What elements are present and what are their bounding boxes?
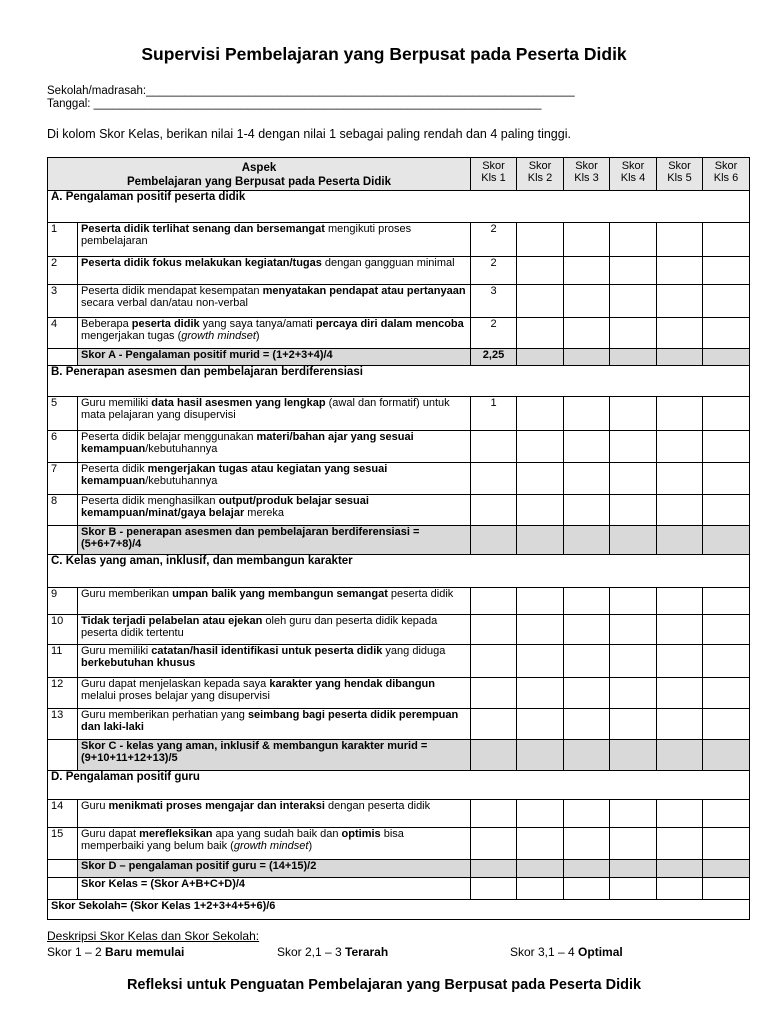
score-summary-row: [48, 740, 750, 771]
score-cell-kls-3[interactable]: [564, 318, 610, 349]
section-title: C. Kelas yang aman, inklusif, dan membangun karakter: [48, 555, 750, 588]
summary-value-kls-1[interactable]: [471, 860, 517, 878]
item-description: [78, 678, 471, 709]
summary-value-kls-3[interactable]: [564, 878, 610, 900]
item-text-part: output/produk belajar sesuai kemampuan/minat/gaya belajar: [81, 495, 369, 519]
item-text-part: seimbang bagi peserta didik perempuan dan laki-laki: [81, 709, 459, 733]
item-number: 1: [48, 223, 78, 257]
table-row: [48, 828, 750, 860]
score-cell-kls-1[interactable]: [471, 828, 517, 860]
score-header-line: Kls 1: [481, 172, 506, 184]
item-text-part: bisa memperbaiki yang belum baik (: [81, 828, 404, 852]
item-text-part: Guru memiliki: [81, 397, 152, 409]
score-cell-kls-2[interactable]: [517, 709, 564, 740]
item-text-part: optimis: [341, 828, 381, 840]
item-text-part: Peserta didik: [81, 463, 148, 475]
score-cell-kls-2[interactable]: [517, 431, 564, 463]
item-number: 5: [48, 397, 78, 431]
score-cell-kls-4[interactable]: [610, 285, 657, 318]
score-cell-kls-4[interactable]: [610, 588, 657, 615]
score-cell-kls-5[interactable]: [657, 800, 703, 828]
item-description: [78, 397, 471, 431]
item-text-part: oleh guru dan peserta didik kepada peserta didik tertentu: [81, 615, 438, 639]
item-number: 2: [48, 257, 78, 285]
instruction-text: Di kolom Skor Kelas, berikan nilai 1-4 dengan nilai 1 sebagai paling rendah dan 4 paling tinggi.: [47, 127, 571, 141]
score-cell-kls-2[interactable]: [517, 463, 564, 495]
item-text-part: growth mindset: [181, 330, 256, 342]
summary-value-kls-5[interactable]: [657, 740, 703, 771]
item-text-part: percaya diri dalam mencoba: [315, 318, 464, 330]
table-row: [48, 800, 750, 828]
score-header-line: Skor: [575, 160, 598, 172]
score-cell-kls-6[interactable]: [703, 709, 750, 740]
item-text-part: /kebutuhannya: [145, 475, 218, 487]
score-summary-row: [48, 878, 750, 900]
summary-value-kls-5[interactable]: [657, 526, 703, 555]
item-number: 11: [48, 645, 78, 678]
item-text-part: yang saya tanya/amati: [199, 318, 316, 330]
score-header-kls-2: [517, 158, 564, 191]
score-cell-kls-4[interactable]: [610, 463, 657, 495]
item-text-part: Guru memiliki: [81, 645, 152, 657]
score-header-kls-3: [564, 158, 610, 191]
section-row-b: [48, 366, 750, 397]
score-cell-kls-2[interactable]: [517, 223, 564, 257]
score-header-kls-4: [610, 158, 657, 191]
item-text-part: secara verbal dan/atau non-verbal: [81, 297, 248, 309]
score-cell-kls-1[interactable]: 3: [471, 285, 517, 318]
score-cell-kls-4[interactable]: [610, 223, 657, 257]
score-cell-kls-1[interactable]: [471, 645, 517, 678]
score-header-kls-1: [471, 158, 517, 191]
score-cell-kls-2[interactable]: [517, 495, 564, 526]
score-cell-kls-5[interactable]: [657, 828, 703, 860]
score-cell-kls-6[interactable]: [703, 463, 750, 495]
item-text-part: merefleksikan: [139, 828, 213, 840]
item-text-part: mengikuti proses pembelajaran: [81, 223, 412, 247]
item-description: [78, 431, 471, 463]
table-row: [48, 709, 750, 740]
item-description: [78, 588, 471, 615]
item-number: 9: [48, 588, 78, 615]
score-header-line: Kls 2: [527, 172, 553, 184]
scale-label: Optimal: [578, 945, 623, 959]
summary-value-kls-3[interactable]: [564, 349, 610, 366]
score-cell-kls-3[interactable]: [564, 495, 610, 526]
score-cell-kls-6[interactable]: [703, 678, 750, 709]
score-cell-kls-1[interactable]: 2: [471, 257, 517, 285]
item-text-part: peserta didik: [387, 588, 454, 600]
table-row: [48, 223, 750, 257]
item-description: [78, 709, 471, 740]
score-cell-kls-2[interactable]: [517, 828, 564, 860]
score-header-kls-6: [703, 158, 750, 191]
score-cell-kls-3[interactable]: [564, 800, 610, 828]
page-title: Supervisi Pembelajaran yang Berpusat pada Peserta Didik: [141, 44, 627, 64]
score-cell-kls-6[interactable]: [703, 588, 750, 615]
score-cell-kls-5[interactable]: [657, 397, 703, 431]
table-row: [48, 257, 750, 285]
item-text-part: Guru dapat: [81, 828, 140, 840]
score-cell-kls-5[interactable]: [657, 645, 703, 678]
score-cell-kls-4[interactable]: [610, 615, 657, 645]
scale-item-3: [510, 945, 623, 959]
item-text-part: mengerjakan tugas atau kegiatan yang sesuai kemampuan: [81, 463, 388, 487]
school-score-row: [48, 900, 750, 920]
item-text-part: catatan/hasil identifikasi untuk peserta didik: [151, 645, 383, 657]
item-description: [78, 645, 471, 678]
item-text-part: /kebutuhannya: [145, 443, 218, 455]
score-cell-kls-1[interactable]: 2: [471, 318, 517, 349]
summary-value-kls-1[interactable]: 2,25: [471, 349, 517, 366]
score-cell-kls-3[interactable]: [564, 397, 610, 431]
score-cell-kls-5[interactable]: [657, 431, 703, 463]
item-text-part: berkebutuhan khusus: [81, 657, 196, 669]
score-cell-kls-1[interactable]: [471, 495, 517, 526]
score-header-line: Skor: [528, 160, 552, 172]
item-number: 14: [48, 800, 78, 828]
item-text-part: yang diduga: [382, 645, 446, 657]
table-row: [48, 678, 750, 709]
score-cell-kls-6[interactable]: [703, 285, 750, 318]
item-description: [78, 257, 471, 285]
score-header-line: Skor: [668, 160, 691, 172]
summary-value-kls-2[interactable]: [517, 740, 564, 771]
item-text-part: Beberapa: [81, 318, 132, 330]
score-cell-kls-6[interactable]: [703, 223, 750, 257]
score-cell-kls-1[interactable]: [471, 800, 517, 828]
score-cell-kls-2[interactable]: [517, 588, 564, 615]
summary-value-kls-1[interactable]: [471, 878, 517, 900]
score-cell-kls-1[interactable]: [471, 431, 517, 463]
score-cell-kls-2[interactable]: [517, 800, 564, 828]
item-text-part: dengan gangguan minimal: [321, 257, 455, 269]
summary-value-kls-3[interactable]: [564, 740, 610, 771]
score-header-line: Kls 4: [620, 172, 646, 184]
summary-spacer: [48, 860, 78, 878]
score-cell-kls-6[interactable]: [703, 645, 750, 678]
scale-item-2: [277, 945, 388, 959]
scale-range: Skor 3,1 – 4: [510, 945, 579, 959]
score-cell-kls-3[interactable]: [564, 463, 610, 495]
scale-range: Skor 2,1 – 3: [277, 945, 346, 959]
table-row: [48, 588, 750, 615]
score-cell-kls-5[interactable]: [657, 588, 703, 615]
score-cell-kls-6[interactable]: [703, 615, 750, 645]
score-cell-kls-6[interactable]: [703, 828, 750, 860]
score-cell-kls-1[interactable]: 2: [471, 223, 517, 257]
item-text-part: apa yang sudah baik dan: [212, 828, 342, 840]
score-summary-row: [48, 860, 750, 878]
item-text-part: menikmati proses mengajar dan interaksi: [108, 800, 325, 812]
summary-value-kls-3[interactable]: [564, 860, 610, 878]
score-header-line: Skor: [714, 160, 738, 172]
item-text-part: materi/bahan ajar yang sesuai kemampuan: [81, 431, 414, 455]
scale-label: Terarah: [345, 945, 389, 959]
score-cell-kls-5[interactable]: [657, 615, 703, 645]
summary-value-kls-4[interactable]: [610, 860, 657, 878]
score-cell-kls-1[interactable]: [471, 463, 517, 495]
score-cell-kls-3[interactable]: [564, 678, 610, 709]
item-text-part: Peserta didik mendapat kesempatan: [81, 285, 263, 297]
item-text-part: data hasil asesmen yang lengkap: [151, 397, 326, 409]
score-cell-kls-3[interactable]: [564, 285, 610, 318]
score-header-line: Kls 3: [574, 172, 599, 184]
table-row: [48, 318, 750, 349]
item-text-part: karakter yang hendak dibangun: [269, 678, 435, 690]
score-cell-kls-5[interactable]: [657, 318, 703, 349]
score-header-line: Kls 6: [713, 172, 739, 184]
table-row: [48, 495, 750, 526]
summary-label: Skor B - penerapan asesmen dan pembelajaran berdiferensiasi = (5+6+7+8)/4: [78, 526, 471, 555]
score-cell-kls-1[interactable]: [471, 678, 517, 709]
score-cell-kls-3[interactable]: [564, 257, 610, 285]
item-text-part: menyatakan pendapat atau pertanyaan: [262, 285, 466, 297]
description-title: Deskripsi Skor Kelas dan Skor Sekolah:: [47, 929, 260, 943]
score-cell-kls-3[interactable]: [564, 431, 610, 463]
item-description: [78, 463, 471, 495]
summary-value-kls-6[interactable]: [703, 878, 750, 900]
score-cell-kls-3[interactable]: [564, 615, 610, 645]
score-cell-kls-6[interactable]: [703, 257, 750, 285]
item-text-part: Peserta didik fokus melakukan kegiatan/tugas: [81, 257, 322, 269]
summary-label: Skor A - Pengalaman positif murid = (1+2+3+4)/4: [78, 349, 471, 366]
table-row: [48, 431, 750, 463]
score-cell-kls-3[interactable]: [564, 223, 610, 257]
table-row: [48, 397, 750, 431]
item-text-part: dengan peserta didik: [324, 800, 431, 812]
summary-spacer: [48, 878, 78, 900]
section-title: B. Penerapan asesmen dan pembelajaran berdiferensiasi: [48, 366, 750, 397]
table-header-row: [48, 158, 750, 191]
score-cell-kls-5[interactable]: [657, 223, 703, 257]
item-text-part: ): [255, 330, 260, 342]
item-text-part: growth mindset: [233, 840, 309, 852]
table-row: [48, 285, 750, 318]
summary-value-kls-4[interactable]: [610, 878, 657, 900]
summary-spacer: [48, 526, 78, 555]
school-field-line[interactable]: Sekolah/madrasah:___________________________________________________________________: [47, 85, 575, 97]
item-text-part: Guru memberikan perhatian yang: [81, 709, 248, 721]
date-field-line[interactable]: Tanggal: ______________________________________________________________________: [47, 98, 542, 110]
score-cell-kls-1[interactable]: [471, 615, 517, 645]
score-cell-kls-4[interactable]: [610, 678, 657, 709]
score-cell-kls-2[interactable]: [517, 285, 564, 318]
item-text-part: Tidak terjadi pelabelan atau ejekan: [81, 615, 263, 627]
item-number: 6: [48, 431, 78, 463]
summary-spacer: [48, 740, 78, 771]
summary-label: Skor Kelas = (Skor A+B+C+D)/4: [78, 878, 471, 900]
summary-value-kls-1[interactable]: [471, 526, 517, 555]
item-number: 15: [48, 828, 78, 860]
score-cell-kls-2[interactable]: [517, 645, 564, 678]
score-cell-kls-4[interactable]: [610, 257, 657, 285]
school-score-label: Skor Sekolah= (Skor Kelas 1+2+3+4+5+6)/6: [48, 900, 750, 920]
item-number: 7: [48, 463, 78, 495]
score-cell-kls-2[interactable]: [517, 615, 564, 645]
item-number: 13: [48, 709, 78, 740]
score-cell-kls-4[interactable]: [610, 828, 657, 860]
item-description: [78, 223, 471, 257]
summary-spacer: [48, 349, 78, 366]
summary-value-kls-5[interactable]: [657, 878, 703, 900]
section-title: D. Pengalaman positif guru: [48, 771, 750, 800]
item-text-part: Peserta didik terlihat senang dan bersemangat: [81, 223, 325, 235]
item-text-part: peserta didik: [131, 318, 200, 330]
score-cell-kls-6[interactable]: [703, 431, 750, 463]
item-number: 4: [48, 318, 78, 349]
summary-value-kls-1[interactable]: [471, 740, 517, 771]
section-row-d: [48, 771, 750, 800]
score-cell-kls-5[interactable]: [657, 678, 703, 709]
item-number: 10: [48, 615, 78, 645]
item-description: [78, 318, 471, 349]
score-cell-kls-4[interactable]: [610, 645, 657, 678]
item-text-part: ): [308, 840, 313, 852]
item-number: 12: [48, 678, 78, 709]
summary-value-kls-6[interactable]: [703, 526, 750, 555]
item-text-part: mengerjakan tugas (: [81, 330, 182, 342]
footer-title: Refleksi untuk Penguatan Pembelajaran yang Berpusat pada Peserta Didik: [126, 977, 642, 993]
summary-value-kls-6[interactable]: [703, 860, 750, 878]
score-cell-kls-5[interactable]: [657, 463, 703, 495]
item-number: 8: [48, 495, 78, 526]
item-text-part: Guru memberikan: [81, 588, 173, 600]
score-cell-kls-4[interactable]: [610, 318, 657, 349]
score-cell-kls-3[interactable]: [564, 828, 610, 860]
score-header-kls-5: [657, 158, 703, 191]
table-row: [48, 463, 750, 495]
score-cell-kls-1[interactable]: [471, 588, 517, 615]
score-cell-kls-6[interactable]: [703, 495, 750, 526]
summary-value-kls-4[interactable]: [610, 349, 657, 366]
score-cell-kls-1[interactable]: [471, 709, 517, 740]
score-cell-kls-6[interactable]: [703, 397, 750, 431]
scale-range: Skor 1 – 2: [47, 945, 106, 959]
supervision-table: [47, 157, 750, 920]
item-description: [78, 285, 471, 318]
score-cell-kls-4[interactable]: [610, 397, 657, 431]
summary-value-kls-6[interactable]: [703, 740, 750, 771]
item-text-part: Guru dapat menjelaskan kepada saya: [81, 678, 270, 690]
score-cell-kls-5[interactable]: [657, 257, 703, 285]
aspect-header: [48, 158, 471, 191]
score-cell-kls-2[interactable]: [517, 397, 564, 431]
score-header-line: Skor: [621, 160, 645, 172]
item-text-part: Peserta didik menghasilkan: [81, 495, 219, 507]
section-row-c: [48, 555, 750, 588]
summary-value-kls-6[interactable]: [703, 349, 750, 366]
section-title: A. Pengalaman positif peserta didik: [48, 191, 750, 223]
score-summary-row: [48, 526, 750, 555]
summary-value-kls-4[interactable]: [610, 740, 657, 771]
score-cell-kls-6[interactable]: [703, 318, 750, 349]
summary-value-kls-3[interactable]: [564, 526, 610, 555]
item-text-part: mereka: [244, 507, 284, 519]
item-description: [78, 615, 471, 645]
score-cell-kls-3[interactable]: [564, 588, 610, 615]
summary-value-kls-5[interactable]: [657, 860, 703, 878]
item-description: [78, 495, 471, 526]
score-header-line: Skor: [482, 160, 505, 172]
score-cell-kls-1[interactable]: 1: [471, 397, 517, 431]
score-header-line: Kls 5: [667, 172, 692, 184]
score-cell-kls-4[interactable]: [610, 800, 657, 828]
item-text-part: umpan balik yang membangun semangat: [172, 588, 388, 600]
score-cell-kls-2[interactable]: [517, 678, 564, 709]
item-description: [78, 800, 471, 828]
score-cell-kls-6[interactable]: [703, 800, 750, 828]
score-cell-kls-2[interactable]: [517, 318, 564, 349]
table-row: [48, 615, 750, 645]
item-number: 3: [48, 285, 78, 318]
summary-label: Skor C - kelas yang aman, inklusif & membangun karakter murid = (9+10+11+12+13)/5: [78, 740, 471, 771]
score-cell-kls-3[interactable]: [564, 645, 610, 678]
item-text-part: (awal dan formatif) untuk mata pelajaran yang disupervisi: [81, 397, 450, 421]
scale-label: Baru memulai: [105, 945, 185, 959]
score-cell-kls-4[interactable]: [610, 709, 657, 740]
score-summary-row: [48, 349, 750, 366]
table-row: [48, 645, 750, 678]
summary-label: Skor D – pengalaman positif guru = (14+15)/2: [78, 860, 471, 878]
item-text-part: melalui proses belajar yang disupervisi: [81, 690, 270, 702]
aspect-header-subtitle: Pembelajaran yang Berpusat pada Peserta Didik: [127, 176, 391, 188]
score-cell-kls-5[interactable]: [657, 495, 703, 526]
aspect-header-title: Aspek: [241, 162, 277, 174]
item-text-part: Peserta didik belajar menggunakan: [81, 431, 257, 443]
score-cell-kls-3[interactable]: [564, 709, 610, 740]
item-text-part: Guru: [81, 800, 109, 812]
score-cell-kls-2[interactable]: [517, 257, 564, 285]
scale-item-1: [47, 945, 184, 959]
score-cell-kls-5[interactable]: [657, 709, 703, 740]
score-cell-kls-4[interactable]: [610, 431, 657, 463]
summary-value-kls-2[interactable]: [517, 526, 564, 555]
section-row-a: [48, 191, 750, 223]
summary-value-kls-5[interactable]: [657, 349, 703, 366]
summary-value-kls-4[interactable]: [610, 526, 657, 555]
summary-value-kls-2[interactable]: [517, 878, 564, 900]
summary-value-kls-2[interactable]: [517, 860, 564, 878]
score-cell-kls-5[interactable]: [657, 285, 703, 318]
score-cell-kls-4[interactable]: [610, 495, 657, 526]
item-description: [78, 828, 471, 860]
summary-value-kls-2[interactable]: [517, 349, 564, 366]
